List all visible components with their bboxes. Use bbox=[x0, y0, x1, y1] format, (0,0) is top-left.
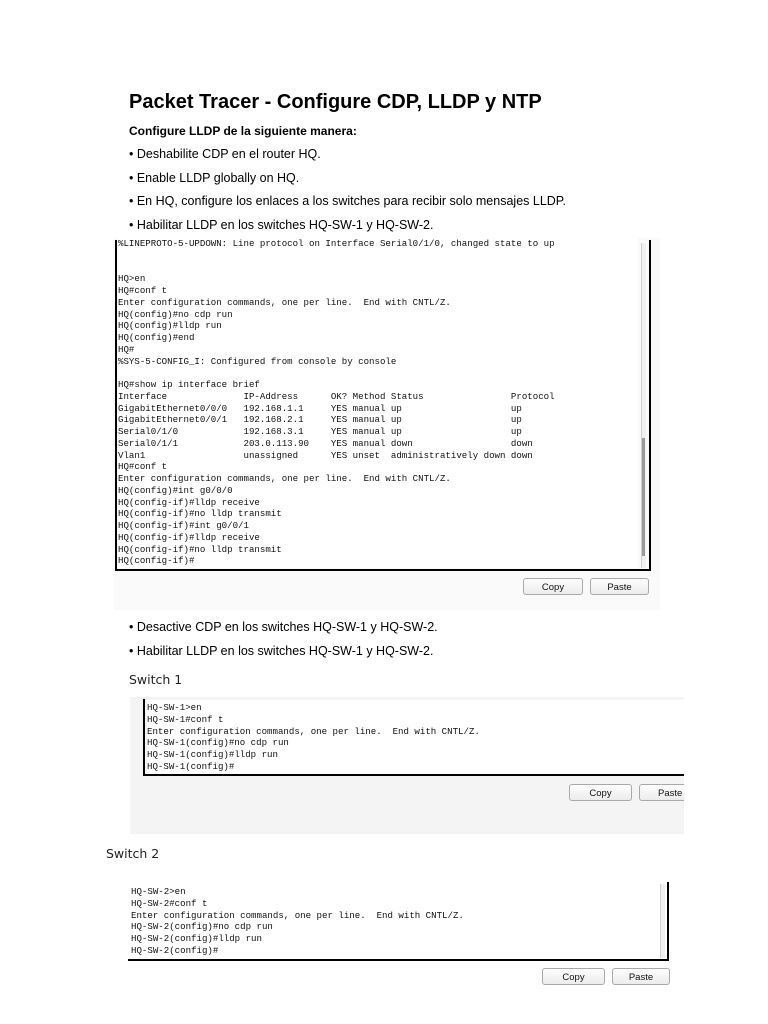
terminal-line: HQ(config-if)#lldp receive bbox=[118, 531, 260, 543]
terminal-line: HQ(config)#lldp run bbox=[118, 320, 222, 332]
switch2-terminal-scrollbar[interactable] bbox=[660, 884, 665, 958]
terminal-line: HQ(config-if)#lldp receive bbox=[118, 496, 260, 508]
page-title: Packet Tracer - Configure CDP, LLDP y NTP bbox=[129, 91, 542, 113]
switch2-paste-button[interactable]: Paste bbox=[612, 968, 670, 985]
terminal-line: HQ>en bbox=[118, 273, 146, 285]
switch2-copy-button[interactable]: Copy bbox=[542, 968, 605, 985]
terminal-line: HQ(config-if)#no lldp transmit bbox=[118, 543, 282, 555]
switch2-terminal-border-bottom bbox=[128, 959, 669, 961]
switch1-paste-button[interactable]: Paste bbox=[639, 784, 684, 801]
terminal-line: HQ# bbox=[118, 343, 135, 355]
switch2-terminal-output[interactable] bbox=[131, 884, 655, 962]
terminal-border-left bbox=[115, 240, 117, 571]
terminal-border-bottom bbox=[115, 569, 651, 571]
switch1-terminal-border-bottom bbox=[143, 774, 684, 776]
terminal-line: HQ(config-if)#int g0/0/1 bbox=[118, 520, 249, 531]
terminal-line: Enter configuration commands, one per line. End with CNTL/Z. bbox=[118, 296, 451, 308]
terminal-line: HQ-SW-1(config)#no cdp run bbox=[147, 737, 289, 749]
section-subtitle: Configure LLDP de la siguiente manera: bbox=[129, 124, 357, 138]
terminal-line: HQ-SW-2>en bbox=[131, 886, 186, 897]
terminal-line bbox=[118, 367, 638, 379]
bullet-item: • Habilitar LLDP en los switches HQ-SW-1 y HQ-SW-2. bbox=[129, 218, 434, 232]
terminal-line: HQ#conf t bbox=[118, 285, 168, 296]
terminal-line: Enter configuration commands, one per line. End with CNTL/Z. bbox=[147, 725, 480, 737]
switch2-terminal-border-right bbox=[667, 882, 669, 961]
switch1-terminal-border-left bbox=[143, 699, 145, 776]
terminal-line: HQ-SW-1(config)# bbox=[147, 760, 235, 772]
terminal-line bbox=[118, 250, 638, 262]
terminal-line: Serial0/1/0 192.168.3.1 YES manual up up bbox=[118, 426, 522, 437]
terminal-scrollbar-thumb[interactable] bbox=[642, 438, 645, 556]
terminal-border-right bbox=[649, 240, 651, 571]
terminal-line: HQ#show ip interface brief bbox=[118, 379, 260, 390]
bullet-item: • En HQ, configure los enlaces a los switches para recibir solo mensajes LLDP. bbox=[129, 194, 566, 208]
terminal-line: GigabitEthernet0/0/0 192.168.1.1 YES manual up up bbox=[118, 402, 522, 414]
terminal-line: HQ(config-if)# bbox=[118, 555, 195, 567]
terminal-line: HQ-SW-1>en bbox=[147, 702, 202, 713]
bullet-item: • Desactive CDP en los switches HQ-SW-1 y HQ-SW-2. bbox=[129, 620, 438, 634]
terminal-line: HQ(config)#no cdp run bbox=[118, 308, 233, 320]
switch1-copy-button[interactable]: Copy bbox=[569, 784, 632, 801]
copy-button[interactable]: Copy bbox=[523, 578, 583, 595]
terminal-line: HQ-SW-2(config)#lldp run bbox=[131, 933, 262, 944]
switch2-label: Switch 2 bbox=[106, 846, 160, 861]
terminal-line: %LINEPROTO-5-UPDOWN: Line protocol on Interface Serial0/1/0, changed state to up bbox=[118, 238, 555, 249]
switch1-label: Switch 1 bbox=[129, 672, 183, 687]
hq-terminal-output[interactable] bbox=[118, 238, 638, 568]
bullet-item: • Deshabilite CDP en el router HQ. bbox=[129, 147, 321, 161]
terminal-line bbox=[118, 262, 638, 274]
terminal-line: HQ-SW-1(config)#lldp run bbox=[147, 749, 278, 760]
terminal-line: HQ-SW-2(config)#no cdp run bbox=[131, 921, 273, 933]
terminal-line: Serial0/1/1 203.0.113.90 YES manual down down bbox=[118, 437, 533, 449]
terminal-line: Enter configuration commands, one per line. End with CNTL/Z. bbox=[118, 473, 451, 484]
terminal-line: GigabitEthernet0/0/1 192.168.2.1 YES manual up up bbox=[118, 414, 522, 426]
paste-button[interactable]: Paste bbox=[590, 578, 649, 595]
terminal-line: HQ-SW-1#conf t bbox=[147, 713, 224, 725]
switch1-terminal-output[interactable] bbox=[147, 700, 684, 776]
bullet-item: • Enable LLDP globally on HQ. bbox=[129, 171, 300, 185]
bullet-item: • Habilitar LLDP en los switches HQ-SW-1 y HQ-SW-2. bbox=[129, 644, 434, 658]
terminal-line: HQ-SW-2#conf t bbox=[131, 897, 208, 909]
terminal-line: Vlan1 unassigned YES unset administratively down down bbox=[118, 449, 533, 461]
terminal-line: Interface IP-Address OK? Method Status Protocol bbox=[118, 390, 555, 402]
terminal-line: HQ(config)#end bbox=[118, 332, 195, 343]
terminal-line: HQ-SW-2(config)# bbox=[131, 944, 219, 956]
terminal-line: HQ(config)#int g0/0/0 bbox=[118, 484, 233, 496]
terminal-line: HQ#conf t bbox=[118, 461, 168, 473]
terminal-line: %SYS-5-CONFIG_I: Configured from console by console bbox=[118, 355, 397, 367]
terminal-line: Enter configuration commands, one per line. End with CNTL/Z. bbox=[131, 909, 464, 921]
terminal-line: HQ(config-if)#no lldp transmit bbox=[118, 508, 282, 520]
